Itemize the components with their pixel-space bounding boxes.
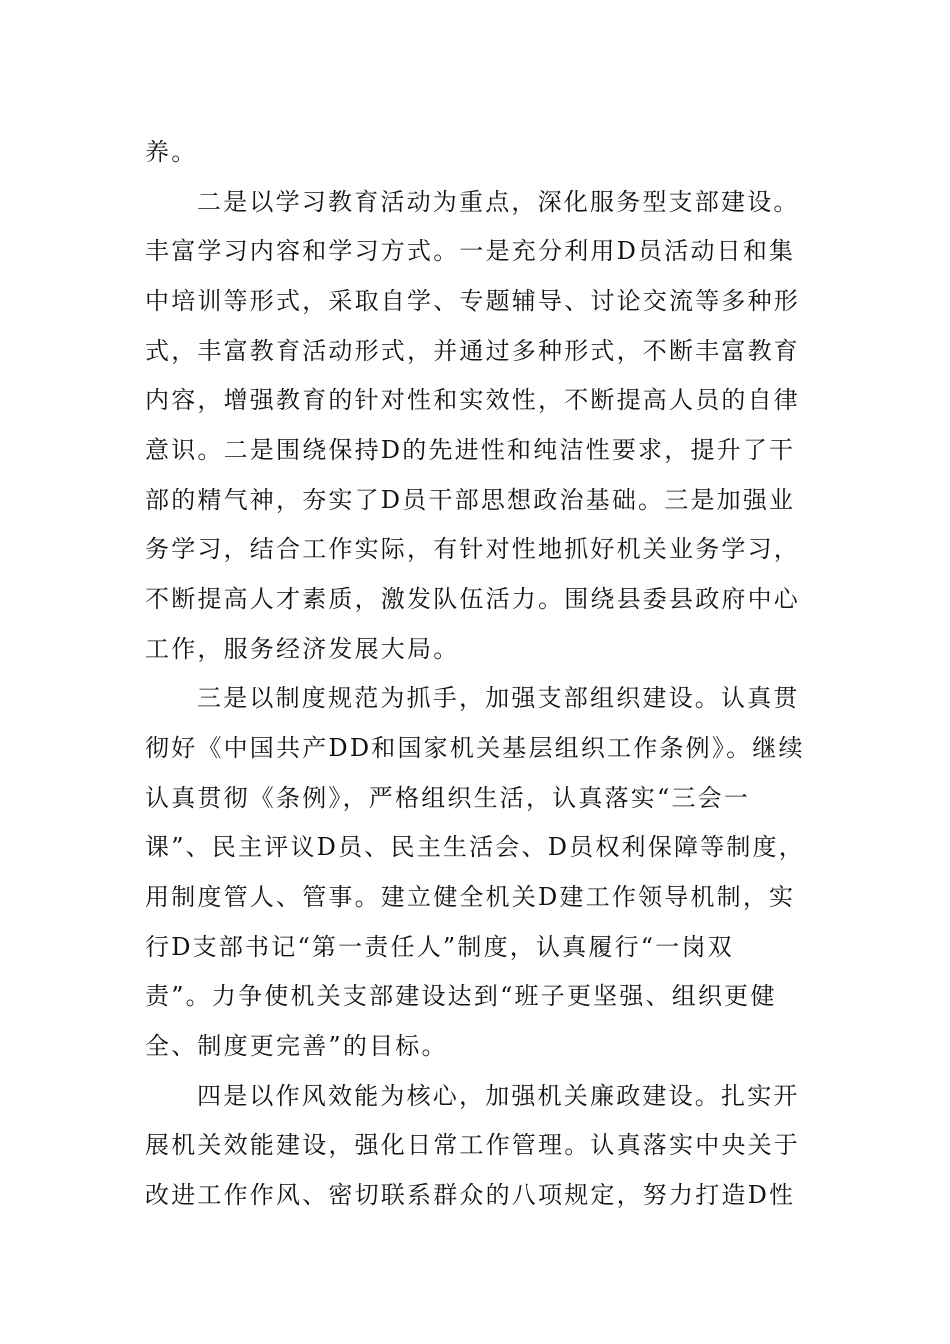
text-line: 内容，增强教育的针对性和实效性，不断提高人员的自律 xyxy=(145,386,800,414)
text-line: 改进工作作风、密切联系群众的八项规定，努力打造D性 xyxy=(145,1181,796,1209)
text-line: 责”。力争使机关支部建设达到“班子更坚强、组织更健 xyxy=(145,982,777,1010)
text-line: 用制度管人、管事。建立健全机关D建工作领导机制，实 xyxy=(145,883,796,911)
text-line: 彻好《中国共产DD和国家机关基层组织工作条例》。继续 xyxy=(145,734,805,762)
text-line: 不断提高人才素质，激发队伍活力。围绕县委县政府中心 xyxy=(145,585,800,613)
text-line: 展机关效能建设，强化日常工作管理。认真落实中央关于 xyxy=(145,1131,800,1159)
text-line: 工作，服务经济发展大局。 xyxy=(145,635,460,663)
text-line: 认真贯彻《条例》，严格组织生活，认真落实“三会一 xyxy=(145,784,751,812)
text-line: 中培训等形式，采取自学、专题辅导、讨论交流等多种形 xyxy=(145,287,800,315)
paragraph-heading: 二是以学习教育活动为重点，深化服务型支部建设。 xyxy=(197,188,800,216)
text-line: 课”、民主评议D员、民主生活会、D员权利保障等制度， xyxy=(145,833,805,861)
paragraph-heading: 三是以制度规范为抓手，加强支部组织建设。认真贯 xyxy=(197,684,800,712)
text-line: 全、制度更完善”的目标。 xyxy=(145,1032,448,1060)
text-line: 养。 xyxy=(145,138,198,166)
text-line: 务学习，结合工作实际，有针对性地抓好机关业务学习， xyxy=(145,535,800,563)
text-line: 部的精气神，夯实了D员干部思想政治基础。三是加强业 xyxy=(145,486,796,514)
text-line: 丰富学习内容和学习方式。一是充分利用D员活动日和集 xyxy=(145,237,796,265)
text-line: 式，丰富教育活动形式，并通过多种形式，不断丰富教育 xyxy=(145,337,800,365)
paragraph-heading: 四是以作风效能为核心，加强机关廉政建设。扎实开 xyxy=(197,1082,800,1110)
text-line: 行D支部书记“第一责任人”制度，认真履行“一岗双 xyxy=(145,933,734,961)
text-line: 意识。二是围绕保持D的先进性和纯洁性要求，提升了干 xyxy=(145,436,796,464)
